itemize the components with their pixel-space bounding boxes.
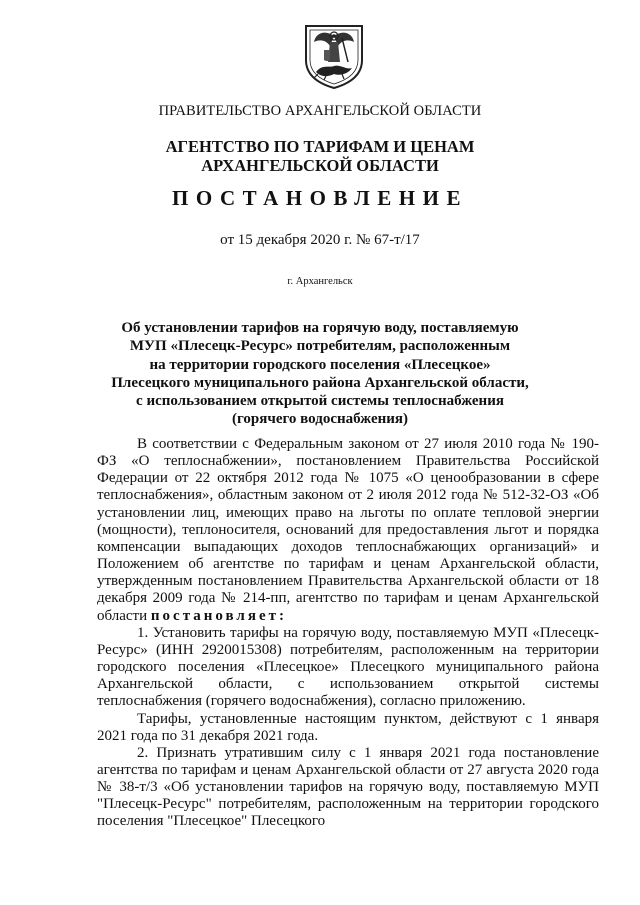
title-line: Плесецкого муниципального района Архангельской области, [111, 374, 529, 391]
title-line: (горячего водоснабжения) [231, 411, 408, 428]
document-title [0, 319, 640, 429]
document-type: ПОСТАНОВЛЕНИЕ [172, 186, 468, 210]
resolution-keyword: постановляет [150, 607, 279, 624]
title-line: Об установлении тарифов на горячую воду, поставляемую [121, 320, 519, 336]
city: г. Архангельск [287, 276, 353, 287]
government-name: ПРАВИТЕЛЬСТВО АРХАНГЕЛЬСКОЙ ОБЛАСТИ [158, 103, 482, 119]
coat-of-arms-emblem [302, 22, 366, 90]
title-line: с использованием открытой системы теплоснабжения [136, 393, 504, 410]
agency-name-line: АГЕНТСТВО ПО ТАРИФАМ И ЦЕНАМ [165, 137, 475, 156]
body-paragraph: 1. Установить тарифы на горячую воду, поставляемую МУП «Плесецк-Ресурс» (ИНН 2920015308) потребителям, расположенным на территории городского поселения «Плесецкое» Плесецкого муниципального района Архангельской области, с использованием открытой системы теплоснабжения (горячего водоснабжения), согласно приложению. [97, 624, 599, 710]
body-paragraph [97, 436, 599, 625]
body-paragraph: 2. Признать утратившим силу с 1 января 2021 года постановление агентства по тарифам и ценам Архангельской области от 27 августа 2020 года № 38-т/3 «Об установлении тарифов на горячую воду, поставляемую МУП "Плесецк-Ресурс" потребителям, расположенным на территории городского поселения "Плесецкое" Плесецкого [97, 744, 599, 830]
keyword-colon: : [279, 607, 287, 624]
agency-name [0, 137, 640, 175]
document-body [97, 436, 599, 831]
date-and-number: от 15 декабря 2020 г. № 67-т/17 [220, 232, 420, 248]
title-line: МУП «Плесецк-Ресурс» потребителям, расположенным [129, 338, 511, 355]
paragraph-text: В соответствии с Федеральным законом от 27 июля 2010 года № 190-ФЗ «О теплоснабжении», постановлением Правительства Российской Федерации от 22 октября 2012 года № 1075 «О ценообразовании в сфере теплоснабжения», областным законом от 2 июля 2012 года № 512-32-ОЗ «Об установлении лиц, имеющих право на льготы по оплате тепловой энергии (мощности), теплоносителя, оснований для предоставления льгот и порядка компенсации выпадающих доходов теплоснабжающих организаций» и Положением об агентстве по тарифам и ценам Архангельской области, утвержденным постановлением Правительства Архангельской области от 18 декабря 2009 года № 214-пп, агентство по тарифам и ценам Архангельской области [97, 436, 599, 624]
title-line: на территории городского поселения «Плесецкое» [149, 356, 491, 373]
body-paragraph: Тарифы, установленные настоящим пунктом, действуют с 1 января 2021 года по 31 декабря 2021 года. [97, 710, 599, 744]
agency-name-line: АРХАНГЕЛЬСКОЙ ОБЛАСТИ [201, 156, 439, 175]
